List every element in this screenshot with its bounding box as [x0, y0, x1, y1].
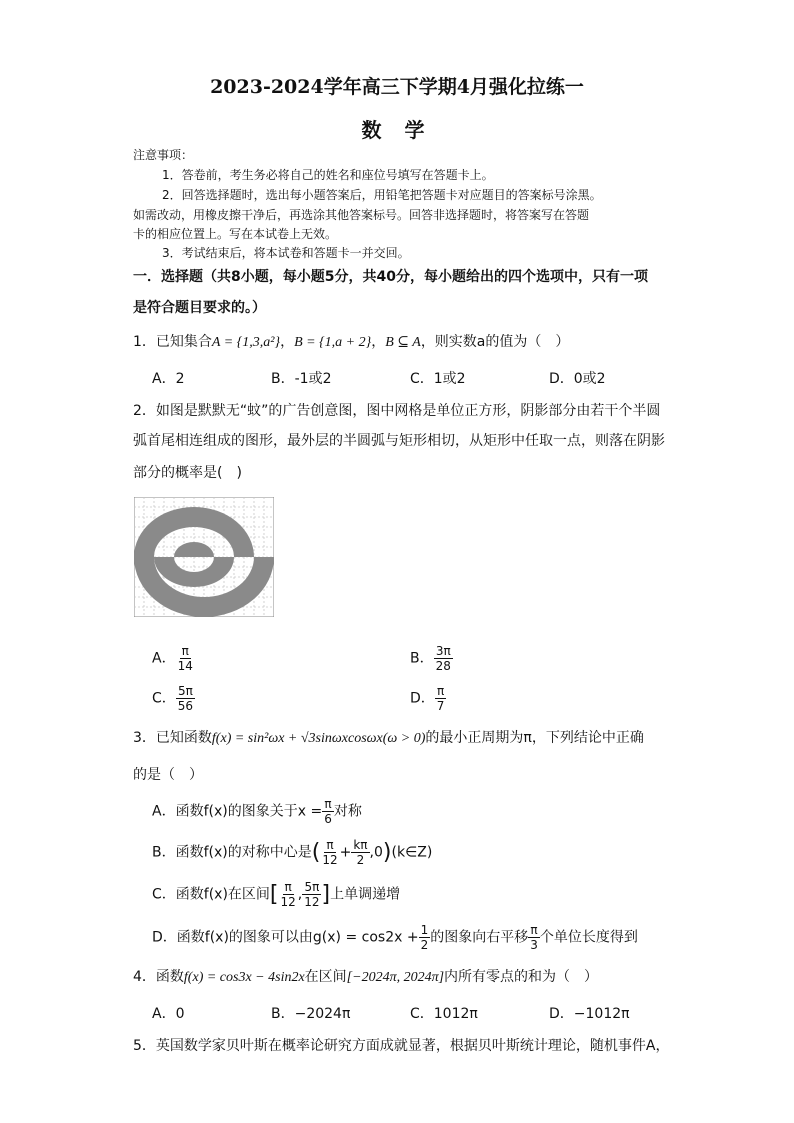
q4-option-a: A．0 — [152, 1006, 185, 1022]
question-2: 2．如图是默默无“蚊”的广告创意图，图中网格是单位正方形，阴影部分由若干个半圆 — [133, 403, 661, 419]
fraction: $\frac{5\pi}{56}$ — [177, 684, 194, 713]
fraction: $\frac{1}{2}$ — [420, 923, 429, 952]
q2-option-a: A． $\frac{\pi}{14}$ — [152, 644, 193, 673]
subset-relation: B ⊆ A — [385, 335, 421, 350]
notice-item-1: 1．答卷前，考生务必将自己的姓名和座位号填写在答题卡上。 — [162, 168, 494, 182]
notice-heading: 注意事项： — [133, 148, 194, 162]
fraction: $\frac{\pi}{12}$ — [280, 880, 296, 909]
q1-option-b: B．-1或2 — [271, 371, 332, 387]
q2-option-d: D． $\frac{\pi}{7}$ — [410, 684, 445, 713]
fraction: $\frac{\pi}{12}$ — [322, 838, 338, 867]
notice-item-3: 3．考试结束后，将本试卷和答题卡一并交回。 — [162, 246, 410, 260]
notice-item-2-cont: 如需改动，用橡皮擦干净后，再选涂其他答案标号。回答非选择题时，将答案写在答题 — [133, 208, 590, 222]
fraction: $\frac{3\pi}{28}$ — [435, 644, 451, 673]
q3-option-a: A．函数f(x)的图象关于x = $\frac{\pi}{6}$ 对称 — [152, 797, 362, 826]
q1-option-c: C．1或2 — [410, 371, 466, 387]
q2-option-b: B． $\frac{3\pi}{28}$ — [410, 644, 451, 673]
q4-option-b: B．−2024π — [271, 1006, 351, 1022]
question-2-cont2: 部分的概率是( ) — [133, 465, 242, 481]
set-a: A = {1,3,a²} — [211, 335, 281, 350]
set-b: B = {1,a + 2} — [294, 335, 372, 350]
question-1: 1．已知集合A = {1,3,a²}，B = {1,a + 2}，B ⊆ A，则实数a的值为（ ） — [133, 334, 570, 350]
function-expression: f(x) = cos3x − 4sin2x — [183, 970, 305, 985]
q3-option-d: D．函数f(x)的图象可以由g(x) = cos2x + $\frac{1}{2}$ 的图象向右平移 $\frac{\pi}{3}$ 个单位长度得到 — [152, 923, 638, 952]
fraction: $\frac{\pi}{7}$ — [436, 684, 445, 713]
function-expression: f(x) = sin²ωx + √3sinωxcosωx(ω > 0) — [211, 731, 426, 746]
spiral-grid-figure — [134, 497, 274, 617]
fraction: $\frac{5\pi}{12}$ — [304, 880, 320, 909]
question-3-cont: 的是（ ） — [133, 767, 203, 783]
section-heading: 一．选择题（共8小题，每小题5分，共40分，每小题给出的四个选项中，只有一项 — [133, 269, 648, 285]
fraction: $\frac{\pi}{3}$ — [530, 923, 538, 952]
q4-option-c: C．1012π — [410, 1006, 478, 1022]
question-5: 5．英国数学家贝叶斯在概率论研究方面成就显著，根据贝叶斯统计理论，随机事件A， — [133, 1038, 670, 1054]
question-4: 4．函数f(x) = cos3x − 4sin2x在区间[−2024π, 2024π]内所有零点的和为（ ） — [133, 969, 599, 985]
q4-option-d: D．−1012π — [549, 1006, 630, 1022]
q2-option-c: C． $\frac{5\pi}{56}$ — [152, 684, 194, 713]
q3-option-b: B．函数f(x)的对称中心是( $\frac{\pi}{12}$ + $\frac{k\pi}{2}$ ,0)(k∈Z) — [152, 838, 433, 867]
question-2-cont: 弧首尾相连组成的图形，最外层的半圆弧与矩形相切，从矩形中任取一点，则落在阴影 — [133, 433, 665, 449]
q3-option-c: C．函数f(x)在区间[ $\frac{\pi}{12}$ , $\frac{5\pi}{12}$ ]上单调递增 — [152, 880, 401, 909]
notice-item-2: 2．回答选择题时，选出每小题答案后，用铅笔把答题卡对应题目的答案标号涂黑。 — [162, 188, 602, 202]
section-heading-cont: 是符合题目要求的。） — [133, 300, 266, 316]
fraction: $\frac{k\pi}{2}$ — [353, 838, 368, 867]
q1-option-d: D．0或2 — [549, 371, 606, 387]
fraction: $\frac{\pi}{14}$ — [177, 644, 193, 673]
exam-title: 2023-2024学年高三下学期4月强化拉练一 — [210, 76, 584, 98]
interval: [−2024π, 2024π] — [346, 970, 445, 985]
fraction: $\frac{\pi}{6}$ — [324, 797, 332, 826]
question-3: 3．已知函数f(x) = sin²ωx + √3sinωxcosωx(ω > 0)的最小正周期为π，下列结论中正确 — [133, 730, 644, 746]
subject-title: 数 学 — [361, 118, 433, 142]
notice-item-2-cont2: 卡的相应位置上。写在本试卷上无效。 — [133, 227, 338, 241]
q1-option-a: A．2 — [152, 371, 185, 387]
